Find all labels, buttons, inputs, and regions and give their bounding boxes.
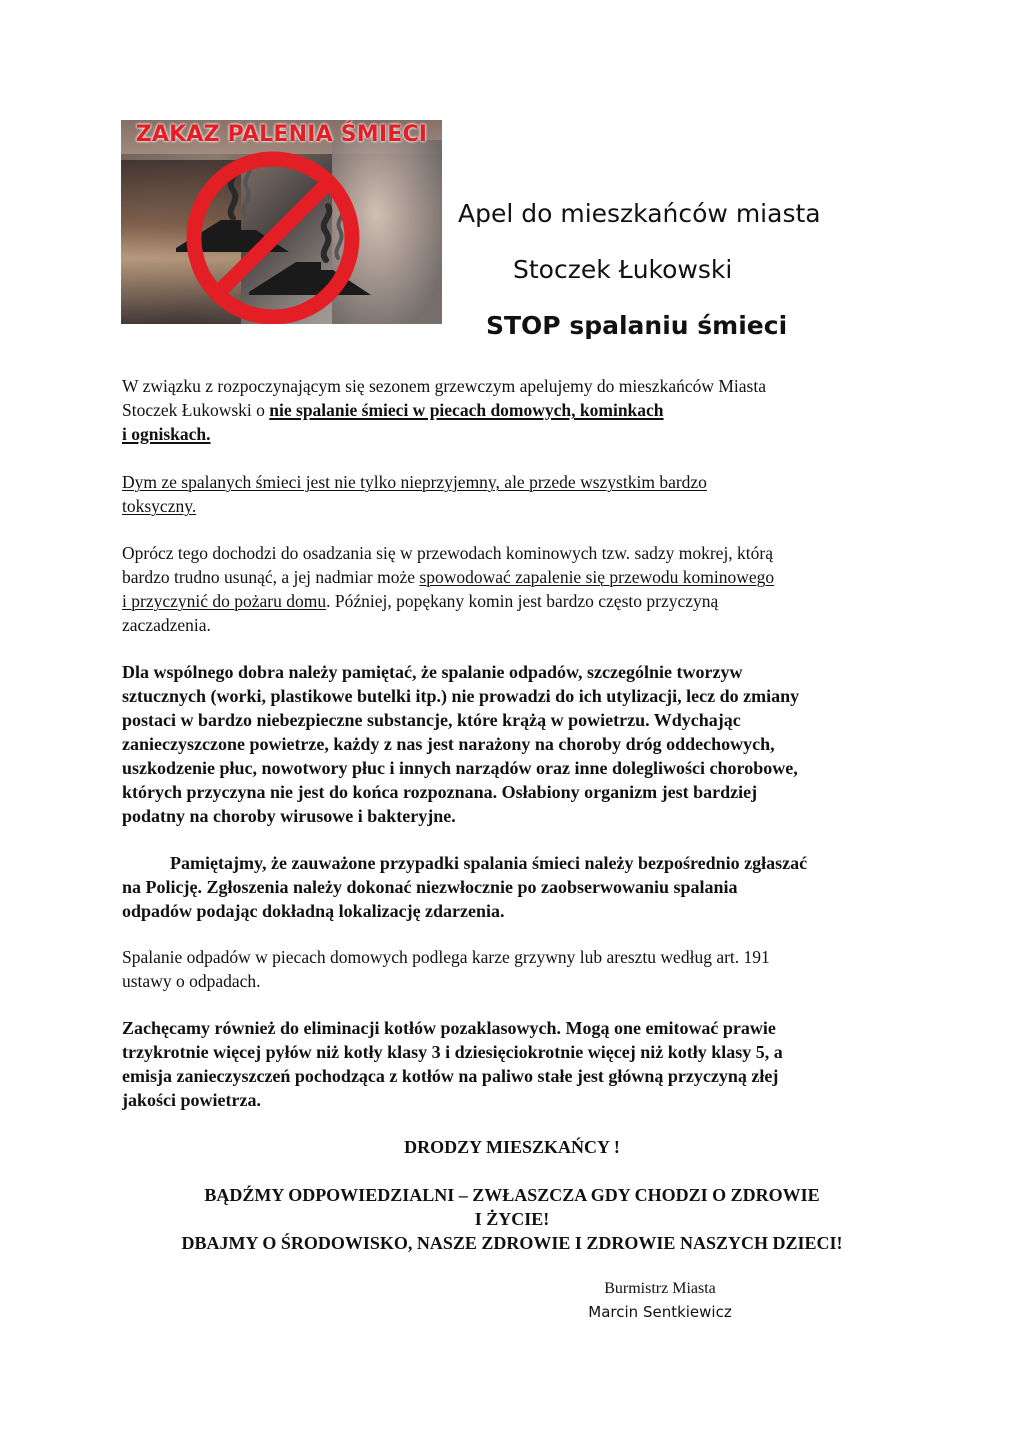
poster-title: ZAKAZ PALENIA ŚMIECI — [135, 122, 428, 147]
paragraph-line: trzykrotnie więcej pyłów niż kotły klasy 3 i dziesięciokrotnie więcej niż kotły klasy 5, a — [122, 1042, 783, 1062]
plain-text: . Później, popękany komin jest bardzo często przyczyną — [326, 591, 719, 611]
paragraph-line: zaczadzenia. — [122, 615, 211, 635]
plain-text: Stoczek Łukowski o — [122, 400, 270, 420]
paragraph-line — [122, 398, 907, 422]
paragraph-line: uszkodzenie płuc, nowotwory płuc i innych narządów oraz inne dolegliwości chorobowe, — [122, 758, 798, 778]
underlined-text: toksyczny. — [122, 496, 197, 516]
heading-title-stop: STOP spalaniu śmieci — [486, 311, 788, 340]
paragraph-line: zanieczyszczone powietrze, każdy z nas jest narażony na choroby dróg oddechowych, — [122, 734, 775, 754]
appeal-line: DBAJMY O ŚRODOWISKO, NASZE ZDROWIE I ZDROWIE NASZYCH DZIECI! — [181, 1233, 843, 1253]
paragraph-line: na Policję. Zgłoszenia należy dokonać niezwłocznie po zaobserwowaniu spalania — [122, 877, 738, 897]
appeal-line: I ŻYCIE! — [474, 1209, 550, 1229]
paragraph-legal-penalty — [122, 945, 907, 993]
paragraph-line: ustawy o odpadach. — [122, 971, 261, 991]
underlined-text: Dym ze spalanych śmieci jest nie tylko nieprzyjemny, ale przede wszystkim bardzo — [122, 472, 707, 492]
paragraph-line — [122, 589, 907, 613]
paragraph-line — [122, 494, 907, 518]
paragraph-line: postaci w bardzo niebezpieczne substancje, które krążą w powietrzu. Wdychając — [122, 710, 741, 730]
no-burning-prohibition-sign-icon — [121, 120, 442, 324]
paragraph-line: odpadów podając dokładną lokalizację zdarzenia. — [122, 901, 505, 921]
paragraph-line: Dla wspólnego dobra należy pamiętać, że spalanie odpadów, szczególnie tworzyw — [122, 662, 743, 682]
paragraph-intro — [122, 374, 907, 446]
paragraph-line: Pamiętajmy, że zauważone przypadki spalania śmieci należy bezpośrednio zgłaszać — [170, 853, 808, 873]
heading-line-1: Apel do mieszkańców miasta — [458, 199, 821, 228]
heading-line-2: Stoczek Łukowski — [513, 255, 733, 284]
paragraph-line — [122, 470, 907, 494]
paragraph-smoke-toxic — [122, 470, 907, 518]
paragraph-line — [122, 565, 907, 589]
emphasized-text: i ogniskach. — [122, 424, 211, 444]
paragraph-line: Oprócz tego dochodzi do osadzania się w przewodach kominowych tzw. sadzy mokrej, którą — [122, 543, 774, 563]
paragraph-chimney-soot — [122, 541, 907, 637]
paragraph-line: podatny na choroby wirusowe i bakteryjne. — [122, 806, 456, 826]
closing-greeting: DRODZY MIESZKAŃCY ! — [404, 1137, 620, 1157]
underlined-text: i przyczynić do pożaru domu — [122, 591, 327, 611]
paragraph-health-risks — [122, 660, 907, 828]
paragraph-line: których przyczyna nie jest do końca rozpoznana. Osłabiony organizm jest bardziej — [122, 782, 758, 802]
signature-name: Marcin Sentkiewicz — [588, 1303, 732, 1321]
plain-text: bardzo trudno usunąć, a jej nadmiar może — [122, 567, 420, 587]
closing-appeal — [100, 1183, 924, 1255]
signature-role: Burmistrz Miasta — [604, 1280, 716, 1297]
paragraph-line: Zachęcamy również do eliminacji kotłów pozaklasowych. Mogą one emitować prawie — [122, 1018, 776, 1038]
paragraph-line — [122, 422, 907, 446]
emphasized-text: nie spalanie śmieci w piecach domowych, kominkach — [269, 400, 664, 420]
paragraph-line: emisja zanieczyszczeń pochodząca z kotłów na paliwo stałe jest główną przyczyną złej — [122, 1066, 779, 1086]
paragraph-line: sztucznych (worki, plastikowe butelki itp.) nie prowadzi do ich utylizacji, lecz do zmiany — [122, 686, 800, 706]
paragraph-line: W związku z rozpoczynającym się sezonem grzewczym apelujemy do mieszkańców Miasta — [122, 376, 766, 396]
paragraph-boiler-replacement — [122, 1016, 907, 1112]
underlined-text: spowodować zapalenie się przewodu kominowego — [419, 567, 775, 587]
appeal-line: BĄDŹMY ODPOWIEDZIALNI – ZWŁASZCZA GDY CHODZI O ZDROWIE — [204, 1185, 820, 1205]
paragraph-line: jakości powietrza. — [122, 1090, 261, 1110]
paragraph-line: Spalanie odpadów w piecach domowych podlega karze grzywny lub aresztu według art. 191 — [122, 947, 770, 967]
no-burning-poster-image — [121, 120, 442, 324]
paragraph-report-police — [122, 851, 907, 923]
